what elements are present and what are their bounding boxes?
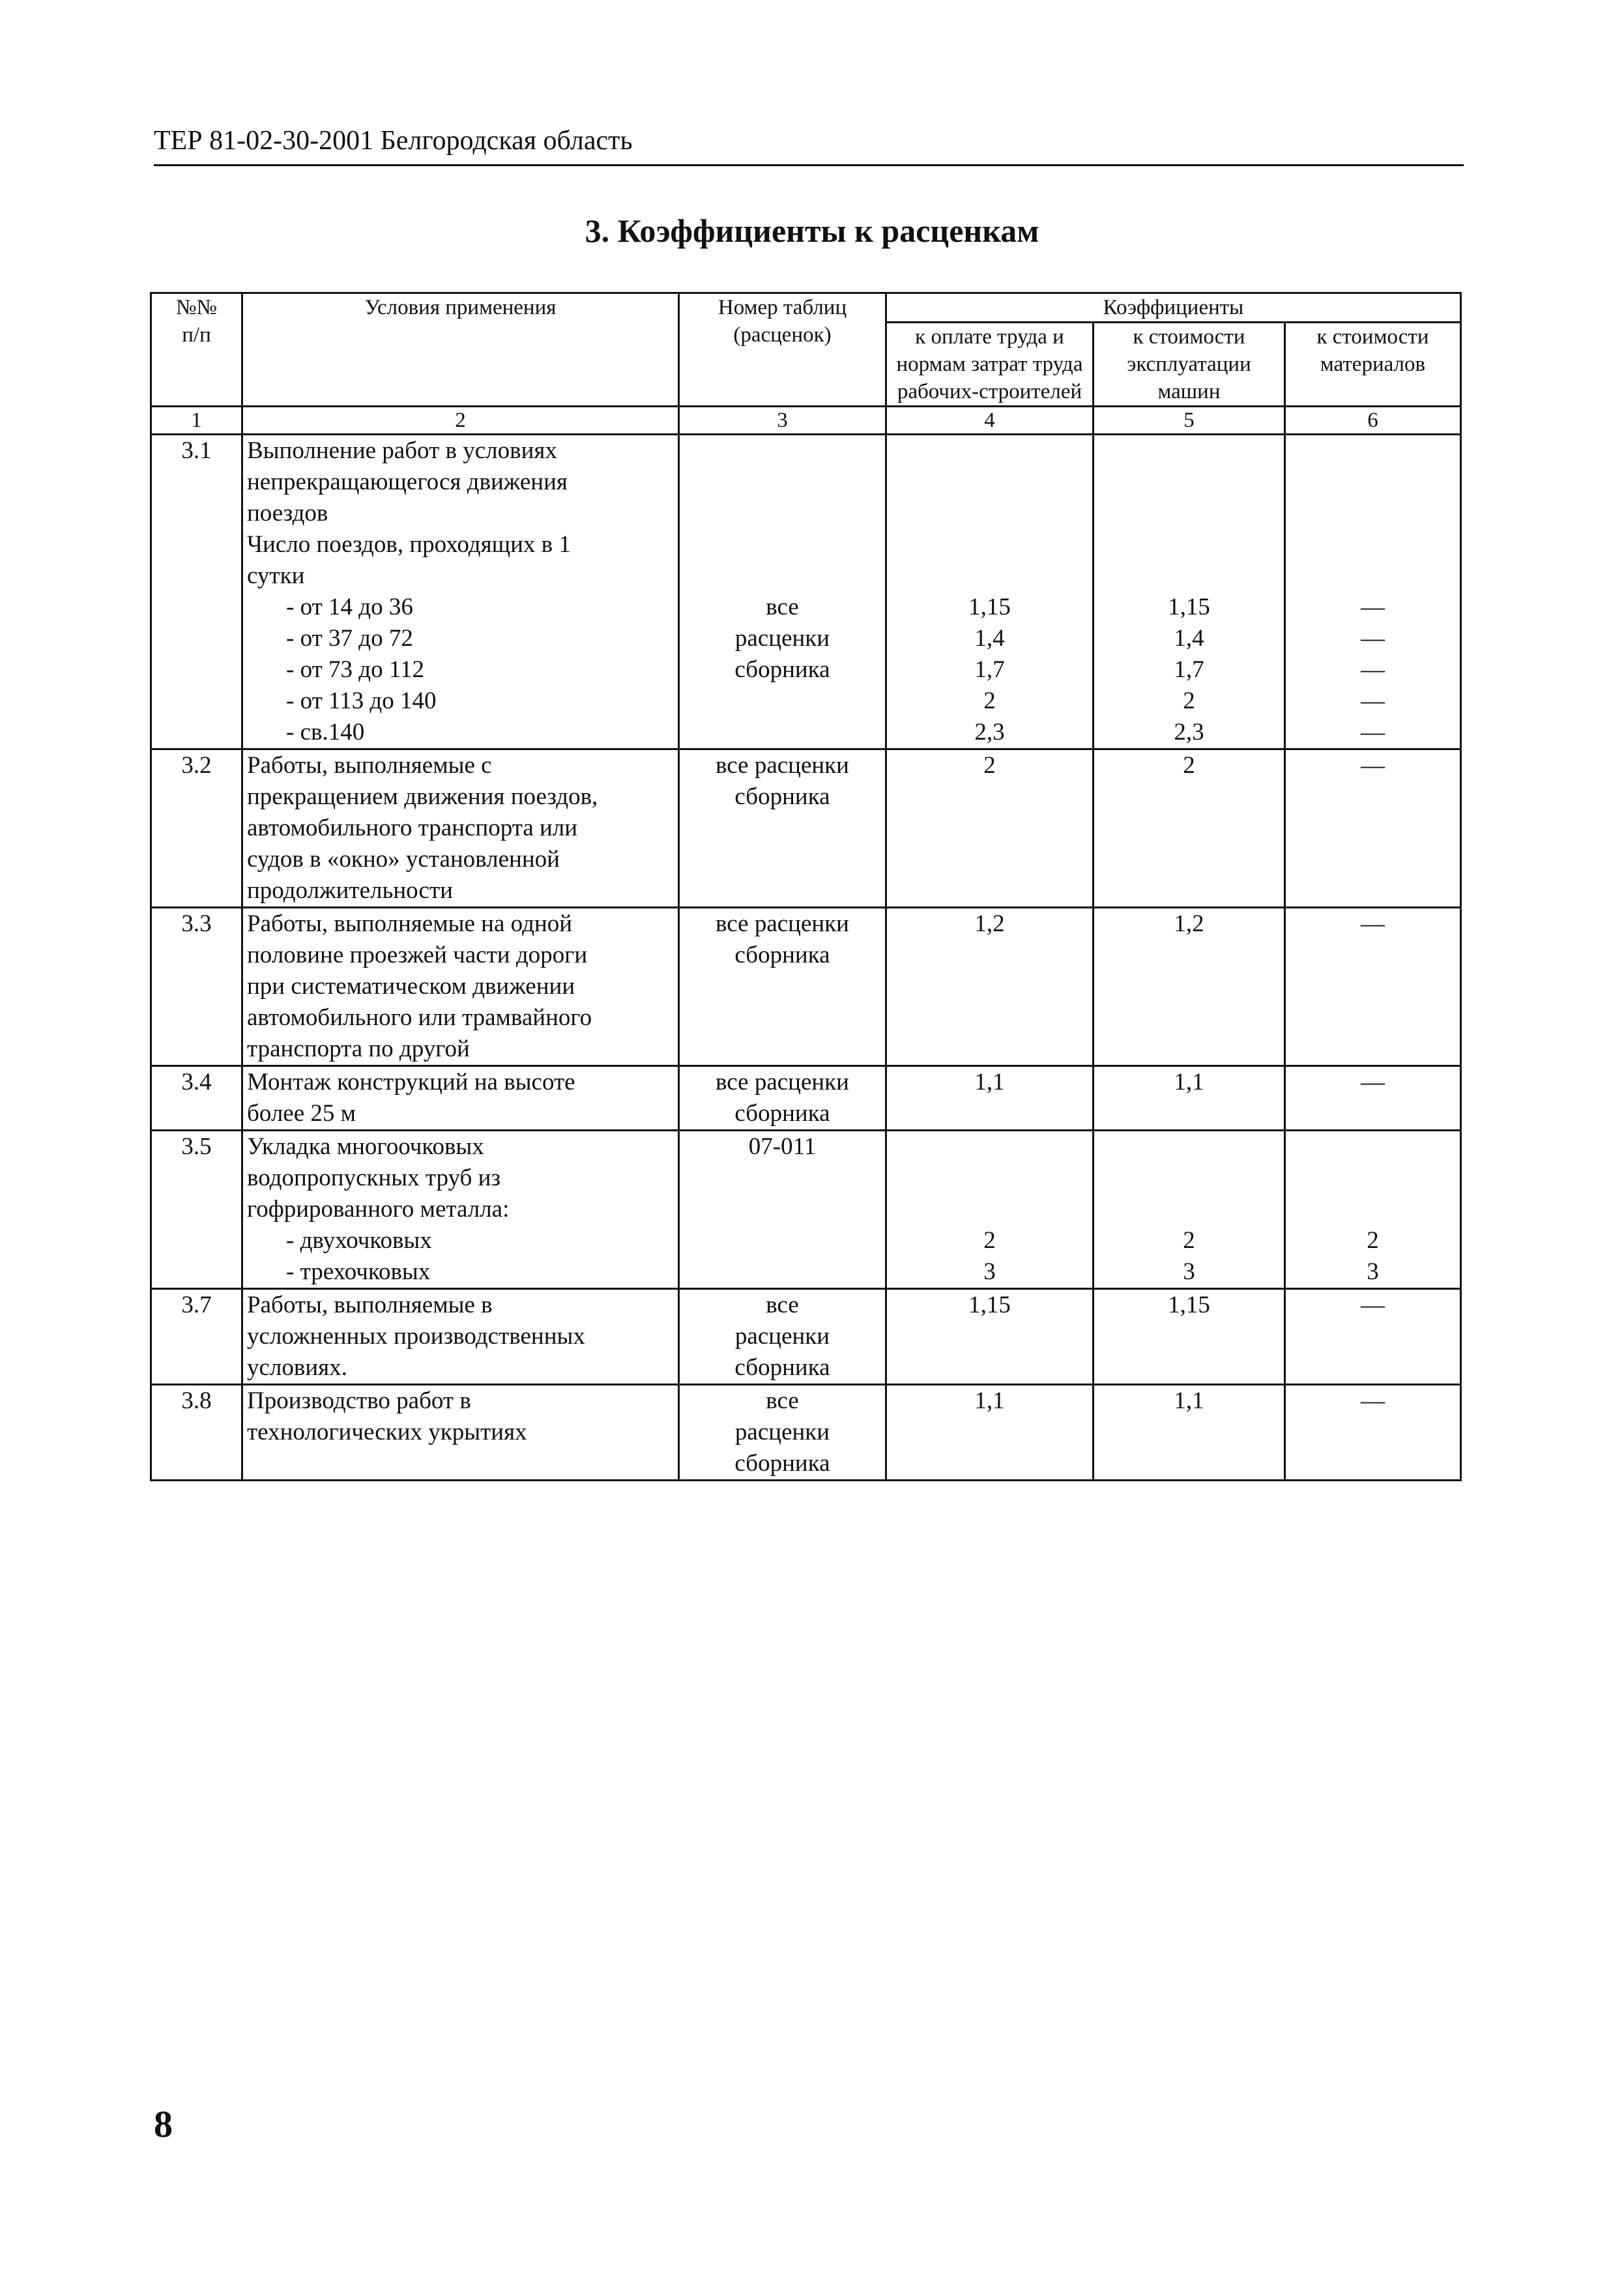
row-coef-materials-line: —	[1361, 1387, 1385, 1414]
row-coef-labor-line	[891, 467, 1088, 498]
row-table-ref-line: сборника	[734, 1354, 830, 1381]
row-coef-materials-line	[1290, 1131, 1456, 1163]
row-coef-machines	[1094, 435, 1285, 749]
row-conditions	[242, 1131, 679, 1289]
header-labor: к оплате труда и нормам затрат труда рабочих-строителей	[886, 323, 1094, 407]
row-coef-labor-line	[891, 560, 1088, 592]
column-number: 2	[242, 407, 679, 435]
row-table-ref-line	[684, 1163, 881, 1194]
row-table-ref-line: все	[766, 594, 799, 620]
row-coef-labor-line: 2	[983, 1227, 996, 1254]
header-num: №№ п/п	[151, 293, 242, 407]
row-conditions-line: продолжительности	[247, 877, 453, 904]
header-machines: к стоимости эксплуатации машин	[1094, 323, 1285, 407]
column-numbers-row	[151, 407, 1461, 435]
header-materials: к стоимости материалов	[1285, 323, 1461, 407]
column-number: 4	[886, 407, 1094, 435]
row-coef-materials	[1285, 1289, 1461, 1385]
row-coef-materials-line	[1290, 560, 1456, 592]
row-table-ref-line	[684, 467, 881, 498]
table-body	[151, 435, 1461, 1481]
row-table-ref-line: сборника	[734, 783, 830, 810]
row-table-ref-line	[684, 1194, 881, 1225]
row-coef-labor-line: 2	[983, 752, 996, 779]
row-coef-materials	[1285, 1385, 1461, 1481]
row-coef-machines-line: 2,3	[1174, 719, 1204, 746]
row-coef-machines-line: 2	[1183, 752, 1195, 779]
row-table-ref	[679, 1385, 886, 1481]
row-coef-labor-line: 3	[983, 1258, 996, 1285]
row-table-ref-line: все расценки	[716, 752, 849, 779]
row-coef-labor-line: 1,2	[974, 910, 1005, 937]
row-conditions-line: автомобильного или трамвайного	[247, 1004, 592, 1031]
row-table-ref-line: 07-011	[748, 1133, 817, 1160]
column-number: 5	[1094, 407, 1285, 435]
row-coef-labor-line	[891, 498, 1088, 529]
row-conditions-line: Монтаж конструкций на высоте	[247, 1069, 575, 1095]
table-row	[151, 749, 1461, 908]
row-coef-machines-line: 1,15	[1168, 1292, 1210, 1318]
row-table-ref-line: все расценки	[716, 1069, 849, 1095]
row-table-ref-line	[684, 498, 881, 529]
row-coef-materials-line: —	[1361, 752, 1385, 779]
row-table-ref	[679, 749, 886, 908]
table-row	[151, 908, 1461, 1066]
row-table-ref-line: все	[766, 1292, 799, 1318]
column-number: 3	[679, 407, 886, 435]
row-coef-labor-line: 1,15	[968, 594, 1011, 620]
row-coef-materials	[1285, 1066, 1461, 1131]
row-coef-labor	[886, 749, 1094, 908]
row-coef-materials-line	[1290, 529, 1456, 560]
row-coef-machines	[1094, 1385, 1285, 1481]
row-table-ref-line: все расценки	[716, 910, 849, 937]
row-conditions-line: Работы, выполняемые на одной	[247, 910, 572, 937]
row-number: 3.7	[151, 1289, 242, 1385]
row-conditions-line: Работы, выполняемые с	[247, 752, 492, 779]
row-conditions-line: - от 14 до 36	[286, 594, 413, 620]
row-conditions	[242, 749, 679, 908]
row-conditions-line: Производство работ в	[247, 1387, 471, 1414]
row-table-ref-line: расценки	[734, 1419, 830, 1445]
row-coef-labor	[886, 1066, 1094, 1131]
row-coef-materials	[1285, 435, 1461, 749]
row-table-ref	[679, 1131, 886, 1289]
row-conditions-line: - от 73 до 112	[286, 656, 424, 683]
row-coef-labor	[886, 1131, 1094, 1289]
row-conditions-line: - от 113 до 140	[286, 688, 437, 714]
row-table-ref-line: расценки	[734, 625, 830, 652]
row-coef-labor-line	[891, 1194, 1088, 1225]
row-conditions-line: - двухочковых	[286, 1227, 432, 1254]
row-conditions-line: Работы, выполняемые в	[247, 1292, 493, 1318]
row-conditions-line: гофрированного металла:	[247, 1196, 510, 1223]
row-coef-machines-line	[1098, 1131, 1280, 1163]
row-coef-machines-line: 1,1	[1174, 1069, 1204, 1095]
header-coefficients: Коэффициенты	[886, 293, 1461, 323]
column-number: 1	[151, 407, 242, 435]
row-table-ref-line	[684, 435, 881, 467]
running-header-text: ТЕР 81-02-30-2001 Белгородская область	[154, 126, 633, 156]
row-conditions-line: условиях.	[247, 1354, 347, 1381]
row-coef-machines	[1094, 1289, 1285, 1385]
table-row	[151, 1066, 1461, 1131]
coefficients-table	[150, 292, 1462, 1481]
row-conditions-line: Выполнение работ в условиях	[247, 437, 557, 464]
row-coef-materials-line: —	[1361, 1069, 1385, 1095]
row-table-ref-line	[684, 1225, 881, 1256]
row-coef-materials-line	[1290, 498, 1456, 529]
row-table-ref-line	[684, 717, 881, 748]
row-coef-materials-line: —	[1361, 594, 1385, 620]
row-number: 3.4	[151, 1066, 242, 1131]
row-table-ref	[679, 1289, 886, 1385]
table-row	[151, 1289, 1461, 1385]
row-table-ref-line: сборника	[734, 1100, 830, 1127]
row-coef-machines-line: 2	[1183, 688, 1195, 714]
row-coef-materials-line	[1290, 1163, 1456, 1194]
row-conditions-line: транспорта по другой	[247, 1036, 470, 1062]
row-table-ref	[679, 908, 886, 1066]
row-coef-materials-line: —	[1361, 1292, 1385, 1318]
row-table-ref-line	[684, 1256, 881, 1288]
row-conditions-line: более 25 м	[247, 1100, 356, 1127]
row-coef-materials	[1285, 749, 1461, 908]
row-conditions	[242, 1066, 679, 1131]
row-coef-labor-line: 2,3	[974, 719, 1005, 746]
row-coef-materials-line	[1290, 435, 1456, 467]
row-number: 3.2	[151, 749, 242, 908]
row-coef-materials-line: 2	[1367, 1227, 1379, 1254]
row-table-ref-line: сборника	[734, 942, 830, 968]
row-table-ref-line	[684, 686, 881, 717]
row-conditions	[242, 1385, 679, 1481]
row-conditions-line: прекращением движения поездов,	[247, 783, 598, 810]
row-coef-machines-line: 1,4	[1174, 625, 1204, 652]
row-coef-materials-line: —	[1361, 688, 1385, 714]
table-row	[151, 1131, 1461, 1289]
row-conditions-line: усложненных производственных	[247, 1323, 585, 1350]
row-conditions-line: непрекращающегося движения	[247, 469, 568, 495]
row-coef-labor-line	[891, 529, 1088, 560]
row-coef-materials	[1285, 1131, 1461, 1289]
row-table-ref-line: сборника	[734, 656, 830, 683]
row-conditions-line: при систематическом движении	[247, 973, 575, 1000]
row-conditions-line: судов в «окно» установленной	[247, 846, 560, 873]
row-conditions-line: - трехочковых	[286, 1258, 431, 1285]
row-conditions-line: - св.140	[286, 719, 365, 746]
row-table-ref	[679, 435, 886, 749]
row-conditions	[242, 1289, 679, 1385]
page-number: 8	[154, 2103, 173, 2145]
row-number: 3.3	[151, 908, 242, 1066]
row-table-ref	[679, 1066, 886, 1131]
row-coef-machines	[1094, 908, 1285, 1066]
row-coef-materials-line: —	[1361, 719, 1385, 746]
row-coef-labor	[886, 435, 1094, 749]
row-number: 3.8	[151, 1385, 242, 1481]
row-conditions-line: сутки	[247, 562, 305, 589]
header-conditions: Условия применения	[242, 293, 679, 407]
row-coef-labor	[886, 1289, 1094, 1385]
header-tables: Номер таблиц (расценок)	[679, 293, 886, 407]
row-coef-labor-line: 2	[983, 688, 996, 714]
row-coef-labor	[886, 1385, 1094, 1481]
row-conditions-line: половине проезжей части дороги	[247, 942, 588, 968]
row-coef-materials-line: —	[1361, 656, 1385, 683]
row-table-ref-line: все	[766, 1387, 799, 1414]
row-conditions	[242, 435, 679, 749]
row-coef-machines	[1094, 749, 1285, 908]
row-coef-machines-line	[1098, 435, 1280, 467]
row-conditions	[242, 908, 679, 1066]
row-table-ref-line	[684, 529, 881, 560]
row-number: 3.5	[151, 1131, 242, 1289]
row-conditions-line: водопропускных труб из	[247, 1165, 501, 1191]
row-coef-labor-line: 1,4	[974, 625, 1005, 652]
row-coef-machines-line: 1,7	[1174, 656, 1204, 683]
section-title: 3. Коэффициенты к расценкам	[585, 212, 1039, 249]
row-number: 3.1	[151, 435, 242, 749]
row-coef-labor-line: 1,1	[974, 1387, 1005, 1414]
running-header	[154, 124, 1464, 166]
row-coef-materials-line	[1290, 1194, 1456, 1225]
row-coef-labor	[886, 908, 1094, 1066]
row-coef-materials-line: —	[1361, 910, 1385, 937]
row-conditions-line: - от 37 до 72	[286, 625, 413, 652]
row-coef-machines-line: 1,15	[1168, 594, 1210, 620]
row-coef-materials	[1285, 908, 1461, 1066]
row-coef-machines-line	[1098, 529, 1280, 560]
row-coef-labor-line	[891, 1131, 1088, 1163]
table-row	[151, 1385, 1461, 1481]
row-coef-machines-line: 3	[1183, 1258, 1195, 1285]
row-coef-machines-line	[1098, 1194, 1280, 1225]
row-coef-machines-line	[1098, 1163, 1280, 1194]
row-coef-machines-line	[1098, 467, 1280, 498]
row-coef-machines-line	[1098, 498, 1280, 529]
row-conditions-line: автомобильного транспорта или	[247, 815, 578, 841]
row-conditions-line: технологических укрытиях	[247, 1419, 527, 1445]
row-conditions-line: Число поездов, проходящих в 1	[247, 531, 571, 558]
row-coef-materials-line: —	[1361, 625, 1385, 652]
column-number: 6	[1285, 407, 1461, 435]
row-table-ref-line	[684, 560, 881, 592]
row-table-ref-line: расценки	[734, 1323, 830, 1350]
row-coef-machines-line: 2	[1183, 1227, 1195, 1254]
row-coef-machines-line: 1,1	[1174, 1387, 1204, 1414]
row-coef-labor-line: 1,7	[974, 656, 1005, 683]
row-coef-machines	[1094, 1066, 1285, 1131]
row-coef-materials-line	[1290, 467, 1456, 498]
row-coef-materials-line: 3	[1367, 1258, 1379, 1285]
table-row	[151, 435, 1461, 749]
row-conditions-line: поездов	[247, 500, 328, 527]
row-coef-machines-line: 1,2	[1174, 910, 1204, 937]
row-coef-labor-line	[891, 1163, 1088, 1194]
row-coef-labor-line	[891, 435, 1088, 467]
row-coef-labor-line: 1,1	[974, 1069, 1005, 1095]
row-coef-machines	[1094, 1131, 1285, 1289]
row-coef-labor-line: 1,15	[968, 1292, 1011, 1318]
row-coef-machines-line	[1098, 560, 1280, 592]
row-conditions-line: Укладка многоочковых	[247, 1133, 484, 1160]
row-table-ref-line: сборника	[734, 1450, 830, 1477]
